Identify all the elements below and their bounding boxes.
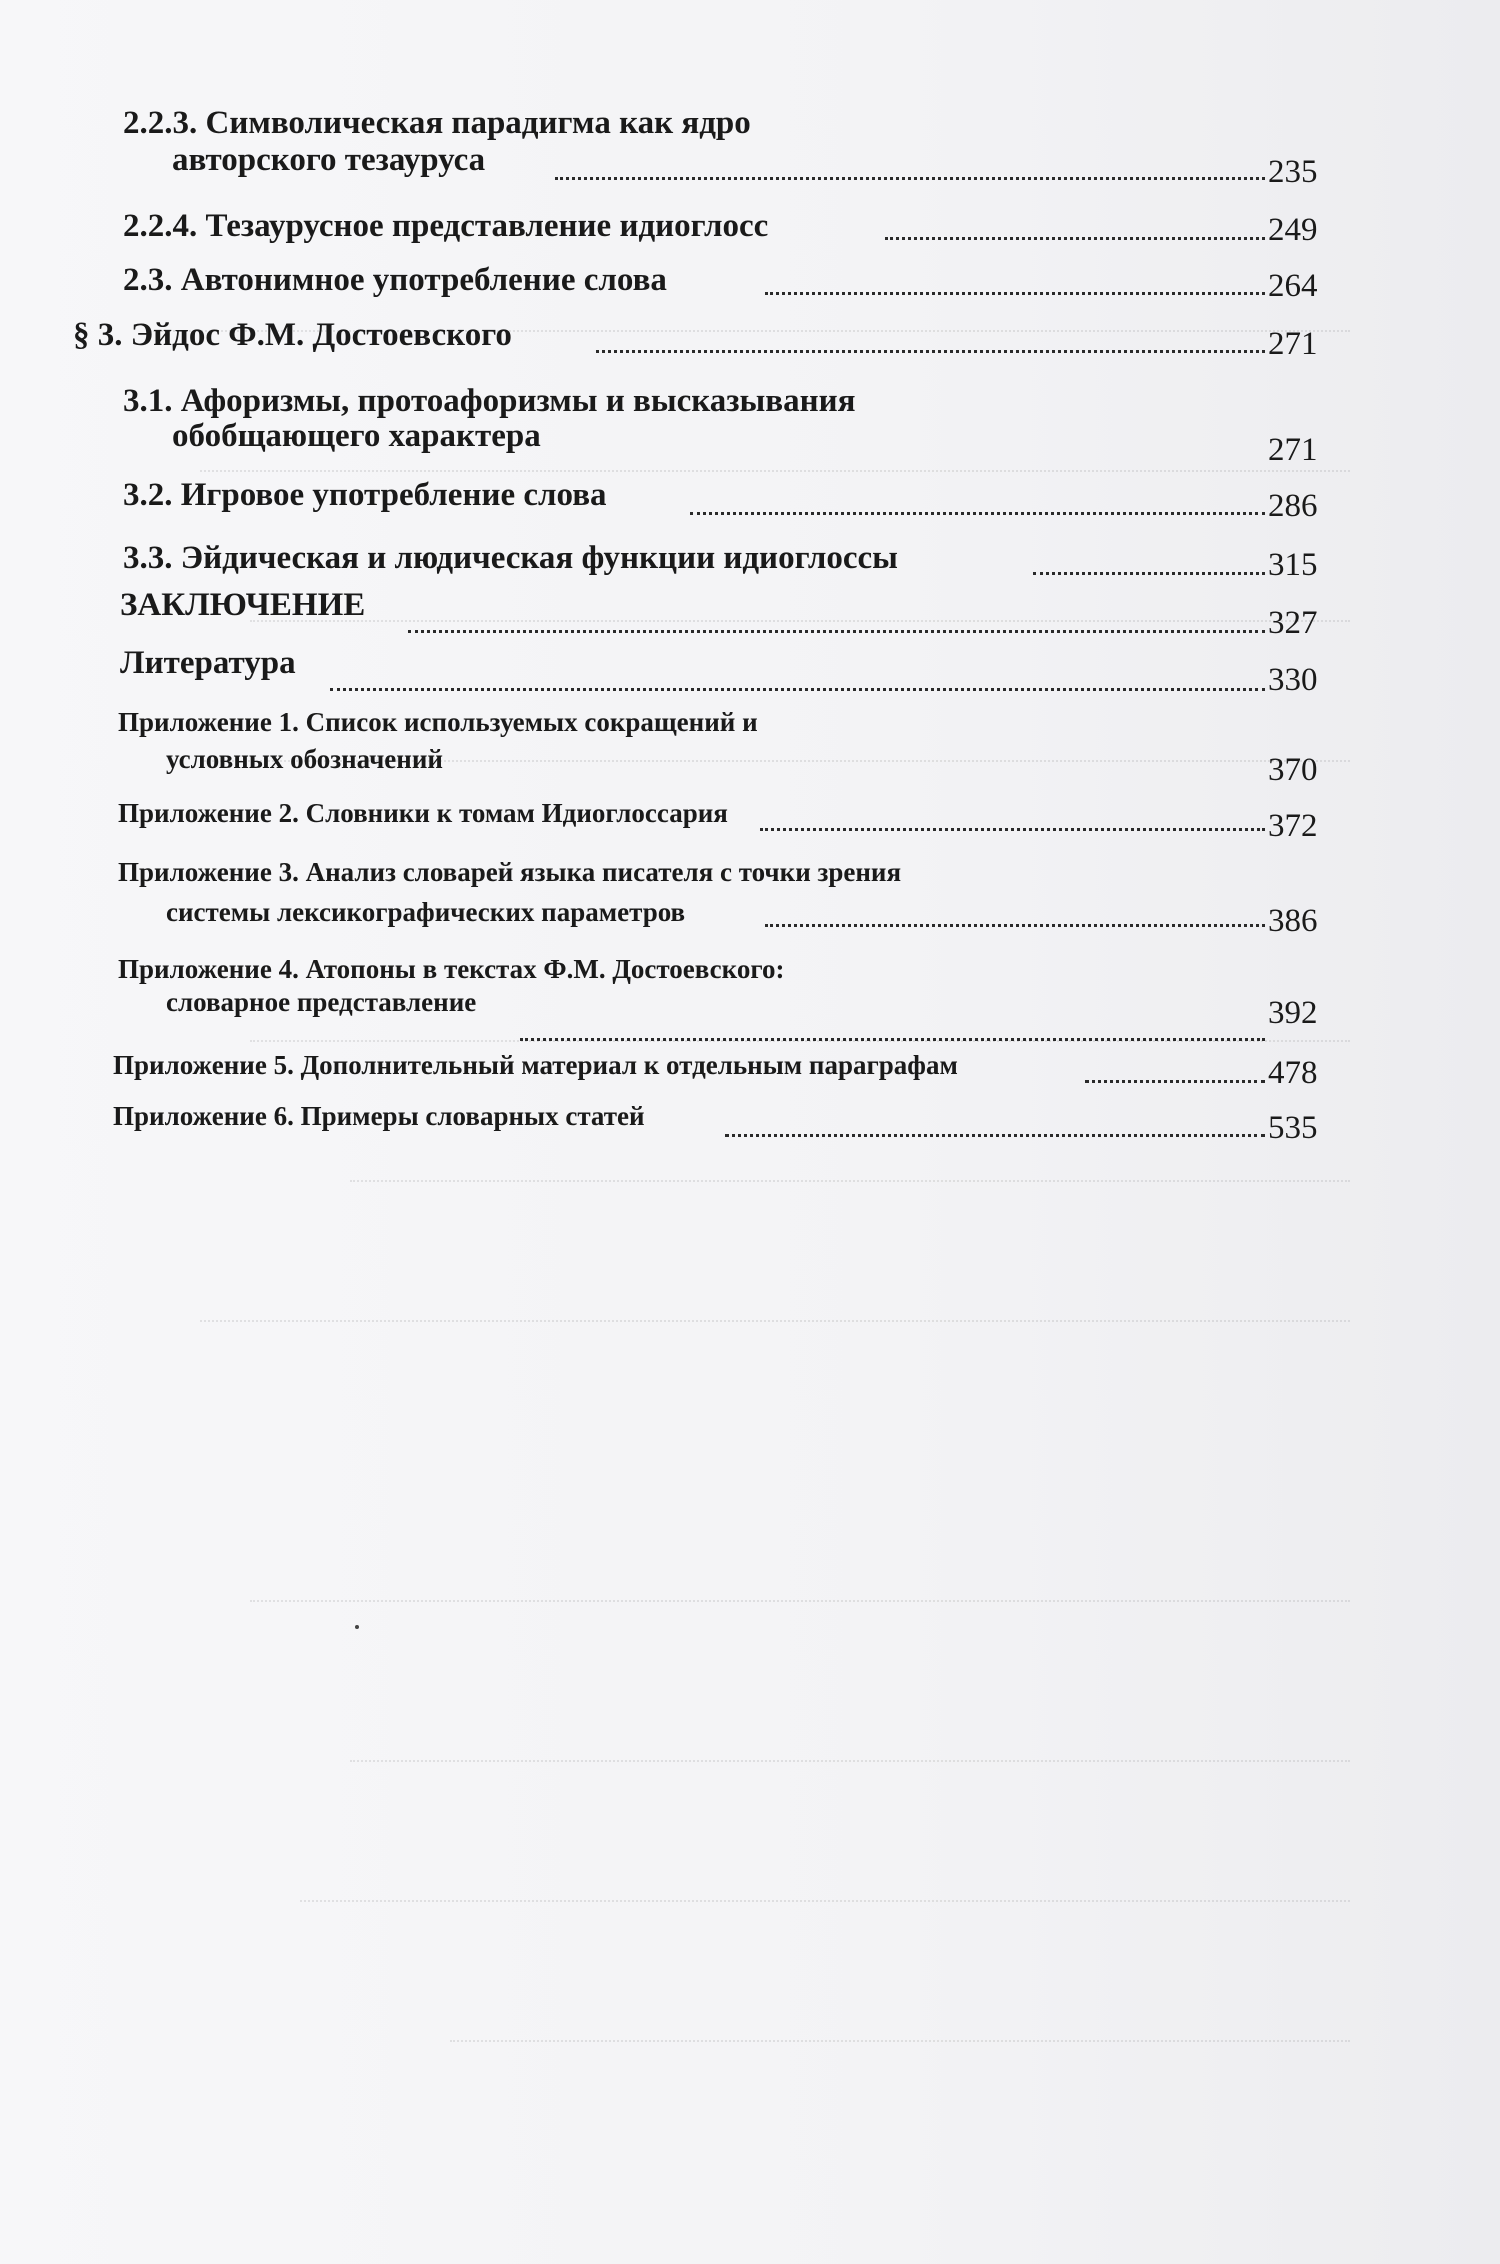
toc-page-number: 535	[1268, 1110, 1318, 1146]
dot-leader	[885, 237, 1265, 240]
toc-page-number: 478	[1268, 1055, 1318, 1091]
toc-page-number: 327	[1268, 605, 1318, 641]
dot-leader	[596, 350, 1265, 353]
toc-page-number: 249	[1268, 212, 1318, 248]
toc-entry-title-cont: словарное представление	[166, 987, 477, 1017]
dot-leader	[765, 292, 1265, 295]
toc-entry-title: 2.2.4. Тезаурусное представление идиоглосс	[123, 208, 769, 244]
toc-entry-title: Приложение 4. Атопоны в текстах Ф.М. Достоевского:	[118, 954, 785, 984]
print-speck	[355, 1625, 359, 1629]
toc-page-number: 392	[1268, 995, 1318, 1031]
dot-leader	[725, 1134, 1265, 1137]
dot-leader	[1033, 572, 1265, 575]
toc-page-number: 286	[1268, 488, 1318, 524]
toc-page-number: 235	[1268, 154, 1318, 190]
toc-page-number: 271	[1268, 326, 1318, 362]
toc-entry-title: 2.3. Автонимное употребление слова	[123, 262, 667, 298]
toc-entry-title: Литература	[120, 645, 296, 681]
dot-leader	[555, 177, 1265, 180]
dot-leader	[520, 1038, 1265, 1041]
toc-entry-title: 2.2.3. Символическая парадигма как ядро	[123, 105, 751, 141]
toc-entry-title: Приложение 3. Анализ словарей языка писателя с точки зрения	[118, 857, 902, 887]
toc-entry-title: ЗАКЛЮЧЕНИЕ	[120, 587, 366, 623]
toc-entry-title: 3.3. Эйдическая и людическая функции идиоглоссы	[123, 540, 898, 576]
toc-entry-title: 3.1. Афоризмы, протоафоризмы и высказывания	[123, 383, 856, 419]
toc-entry-title: § 3. Эйдос Ф.М. Достоевского	[73, 317, 512, 353]
dot-leader	[765, 924, 1265, 927]
dot-leader	[760, 828, 1265, 831]
dot-leader	[330, 688, 1265, 691]
toc-entry-title: Приложение 2. Словники к томам Идиоглоссария	[118, 798, 728, 828]
dot-leader	[690, 512, 1265, 515]
toc-entry-title: Приложение 5. Дополнительный материал к отдельным параграфам	[113, 1050, 958, 1080]
toc-entry-title: Приложение 1. Список используемых сокращений и	[118, 707, 758, 737]
toc-page-number: 330	[1268, 662, 1318, 698]
toc-entry-title-cont: системы лексикографических параметров	[166, 897, 686, 927]
dot-leader	[408, 630, 1265, 633]
toc-page-number: 264	[1268, 268, 1318, 304]
toc-entry-title: 3.2. Игровое употребление слова	[123, 477, 607, 513]
toc-page-number: 386	[1268, 903, 1318, 939]
toc-entry-title-cont: авторского тезауруса	[172, 142, 486, 178]
dot-leader	[1085, 1080, 1265, 1083]
toc-page-number: 315	[1268, 547, 1318, 583]
toc-entry-title-cont: обобщающего характера	[172, 418, 541, 454]
toc-page-number: 271	[1268, 432, 1318, 468]
toc-entry-title-cont: условных обозначений	[166, 744, 443, 774]
toc-entry-title: Приложение 6. Примеры словарных статей	[113, 1101, 645, 1131]
toc-page-number: 370	[1268, 752, 1318, 788]
toc-page-number: 372	[1268, 808, 1318, 844]
